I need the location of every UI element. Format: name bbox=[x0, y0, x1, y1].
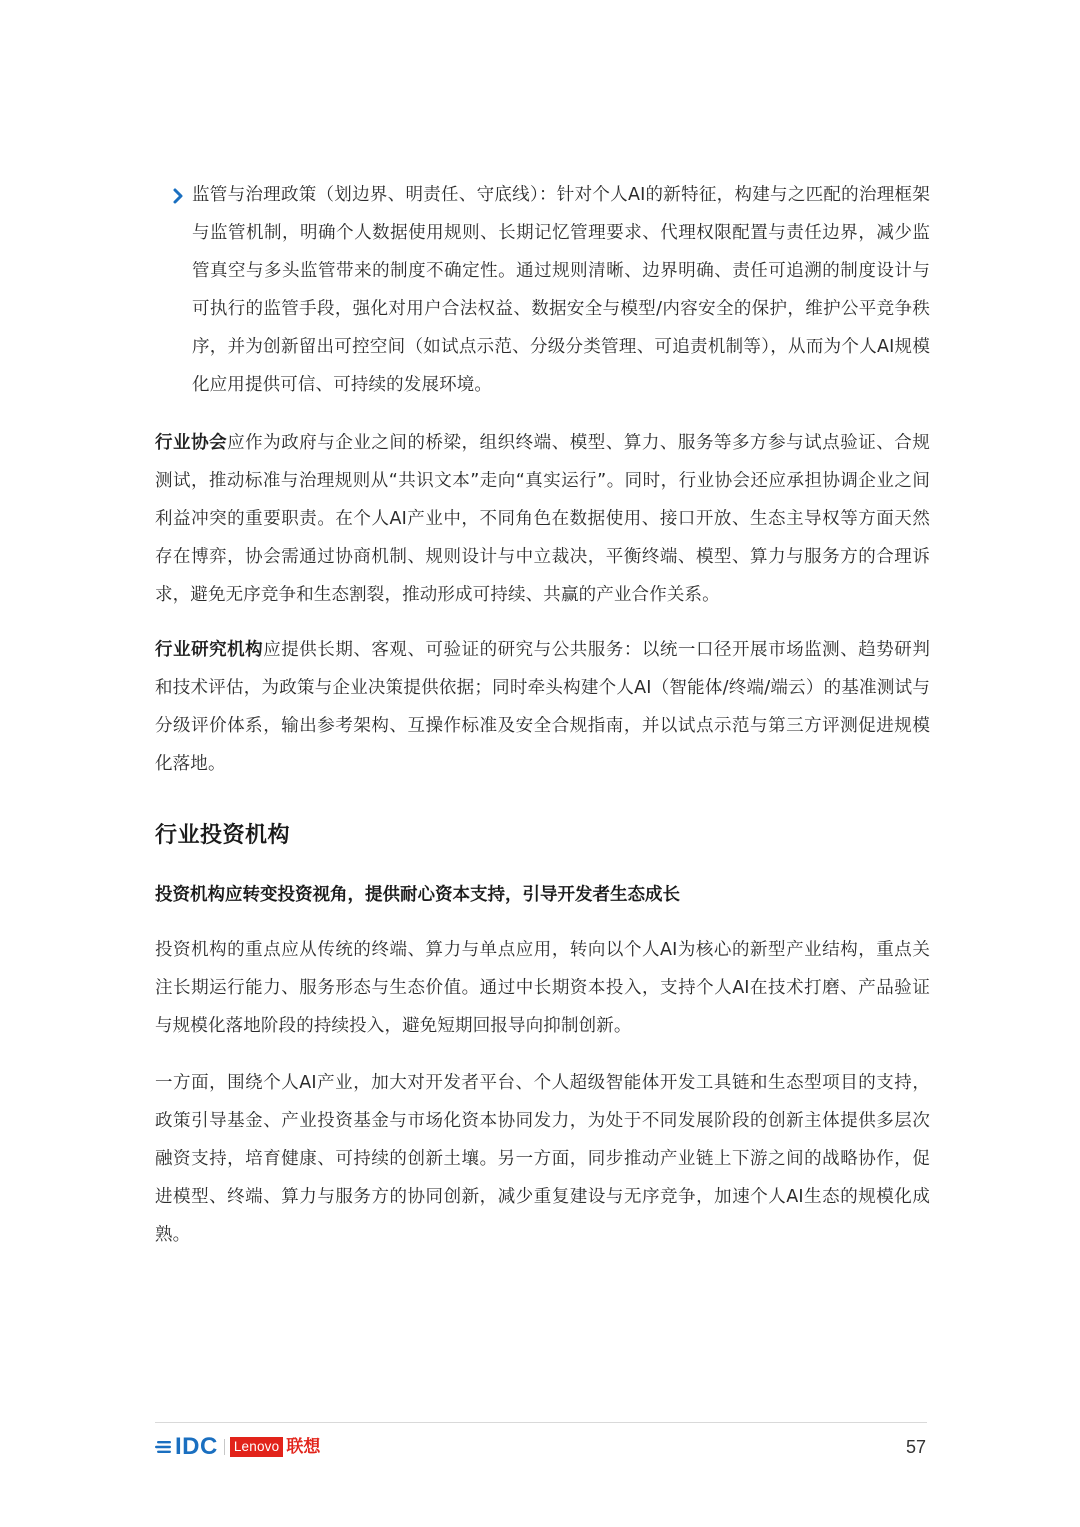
idc-logo-icon bbox=[155, 1438, 173, 1456]
idc-logo-text: IDC bbox=[175, 1433, 218, 1460]
research-institution-lead: 行业研究机构 bbox=[155, 640, 264, 660]
policy-bullet-text: 监管与治理政策（划边界、明责任、守底线）：针对个人AI的新特征，构建与之匹配的治理框架与监管机制，明确个人数据使用规则、长期记忆管理要求、代理权限配置与责任边界，减少监管真空与多头监管带来的制度不确定性。通过规则清晰、边界明确、责任可追溯的制度设计与可执行的监管手段，强化对用户合法权益、数据安全与模型/内容安全的保护，维护公平竞争秩序，并为创新留出可控空间（如试点示范、分级分类管理、可追责机制等），从而为个人AI规模化应用提供可信、可持续的发展环境。 bbox=[192, 185, 930, 395]
industry-association-lead: 行业协会 bbox=[155, 433, 228, 453]
industry-association-text: 应作为政府与企业之间的桥梁，组织终端、模型、算力、服务等多方参与试点验证、合规测试，推动标准与治理规则从“共识文本”走向“真实运行”。同时，行业协会还应承担协调企业之间利益冲突的重要职责。在个人AI产业中，不同角色在数据使用、接口开放、生态主导权等方面天然存在博弈，协会需通过协商机制、规则设计与中立裁决，平衡终端、模型、算力与服务方的合理诉求，避免无序竞争和生态割裂，推动形成可持续、共赢的产业合作关系。 bbox=[155, 433, 930, 605]
idc-logo bbox=[155, 1434, 218, 1460]
research-institution-paragraph bbox=[155, 631, 930, 783]
research-institution-text: 应提供长期、客观、可验证的研究与公共服务：以统一口径开展市场监测、趋势研判和技术评估，为政策与企业决策提供依据；同时牵头构建个人AI（智能体/终端/端云）的基准测试与分级评价体系，输出参考架构、互操作标准及安全合规指南，并以试点示范与第三方评测促进规模化落地。 bbox=[155, 640, 930, 774]
page-number: 57 bbox=[905, 1437, 926, 1457]
chevron-right-icon bbox=[171, 186, 185, 206]
industry-association-paragraph bbox=[155, 424, 930, 614]
logo-divider bbox=[224, 1439, 225, 1455]
footer-divider bbox=[155, 1422, 927, 1423]
footer-logos bbox=[155, 1434, 320, 1460]
section-title: 行业投资机构 bbox=[155, 823, 291, 848]
investment-paragraph-1: 投资机构的重点应从传统的终端、算力与单点应用，转向以个人AI为核心的新型产业结构，重点关注长期运行能力、服务形态与生态价值。通过中长期资本投入，支持个人AI在技术打磨、产品验证与规模化落地阶段的持续投入，避免短期回报导向抑制创新。 bbox=[155, 940, 930, 1036]
section-subheading: 投资机构应转变投资视角，提供耐心资本支持，引导开发者生态成长 bbox=[155, 885, 680, 905]
lenovo-logo: Lenovo bbox=[230, 1437, 284, 1457]
investment-paragraph-2: 一方面，围绕个人AI产业，加大对开发者平台、个人超级智能体开发工具链和生态型项目的支持，政策引导基金、产业投资基金与市场化资本协同发力，为处于不同发展阶段的创新主体提供多层次融资支持，培育健康、可持续的创新土壤。另一方面，同步推动产业链上下游之间的战略协作，促进模型、终端、算力与服务方的协同创新，减少重复建设与无序竞争，加速个人AI生态的规模化成熟。 bbox=[155, 1073, 930, 1245]
lenovo-cn-logo: 联想 bbox=[286, 1437, 321, 1457]
